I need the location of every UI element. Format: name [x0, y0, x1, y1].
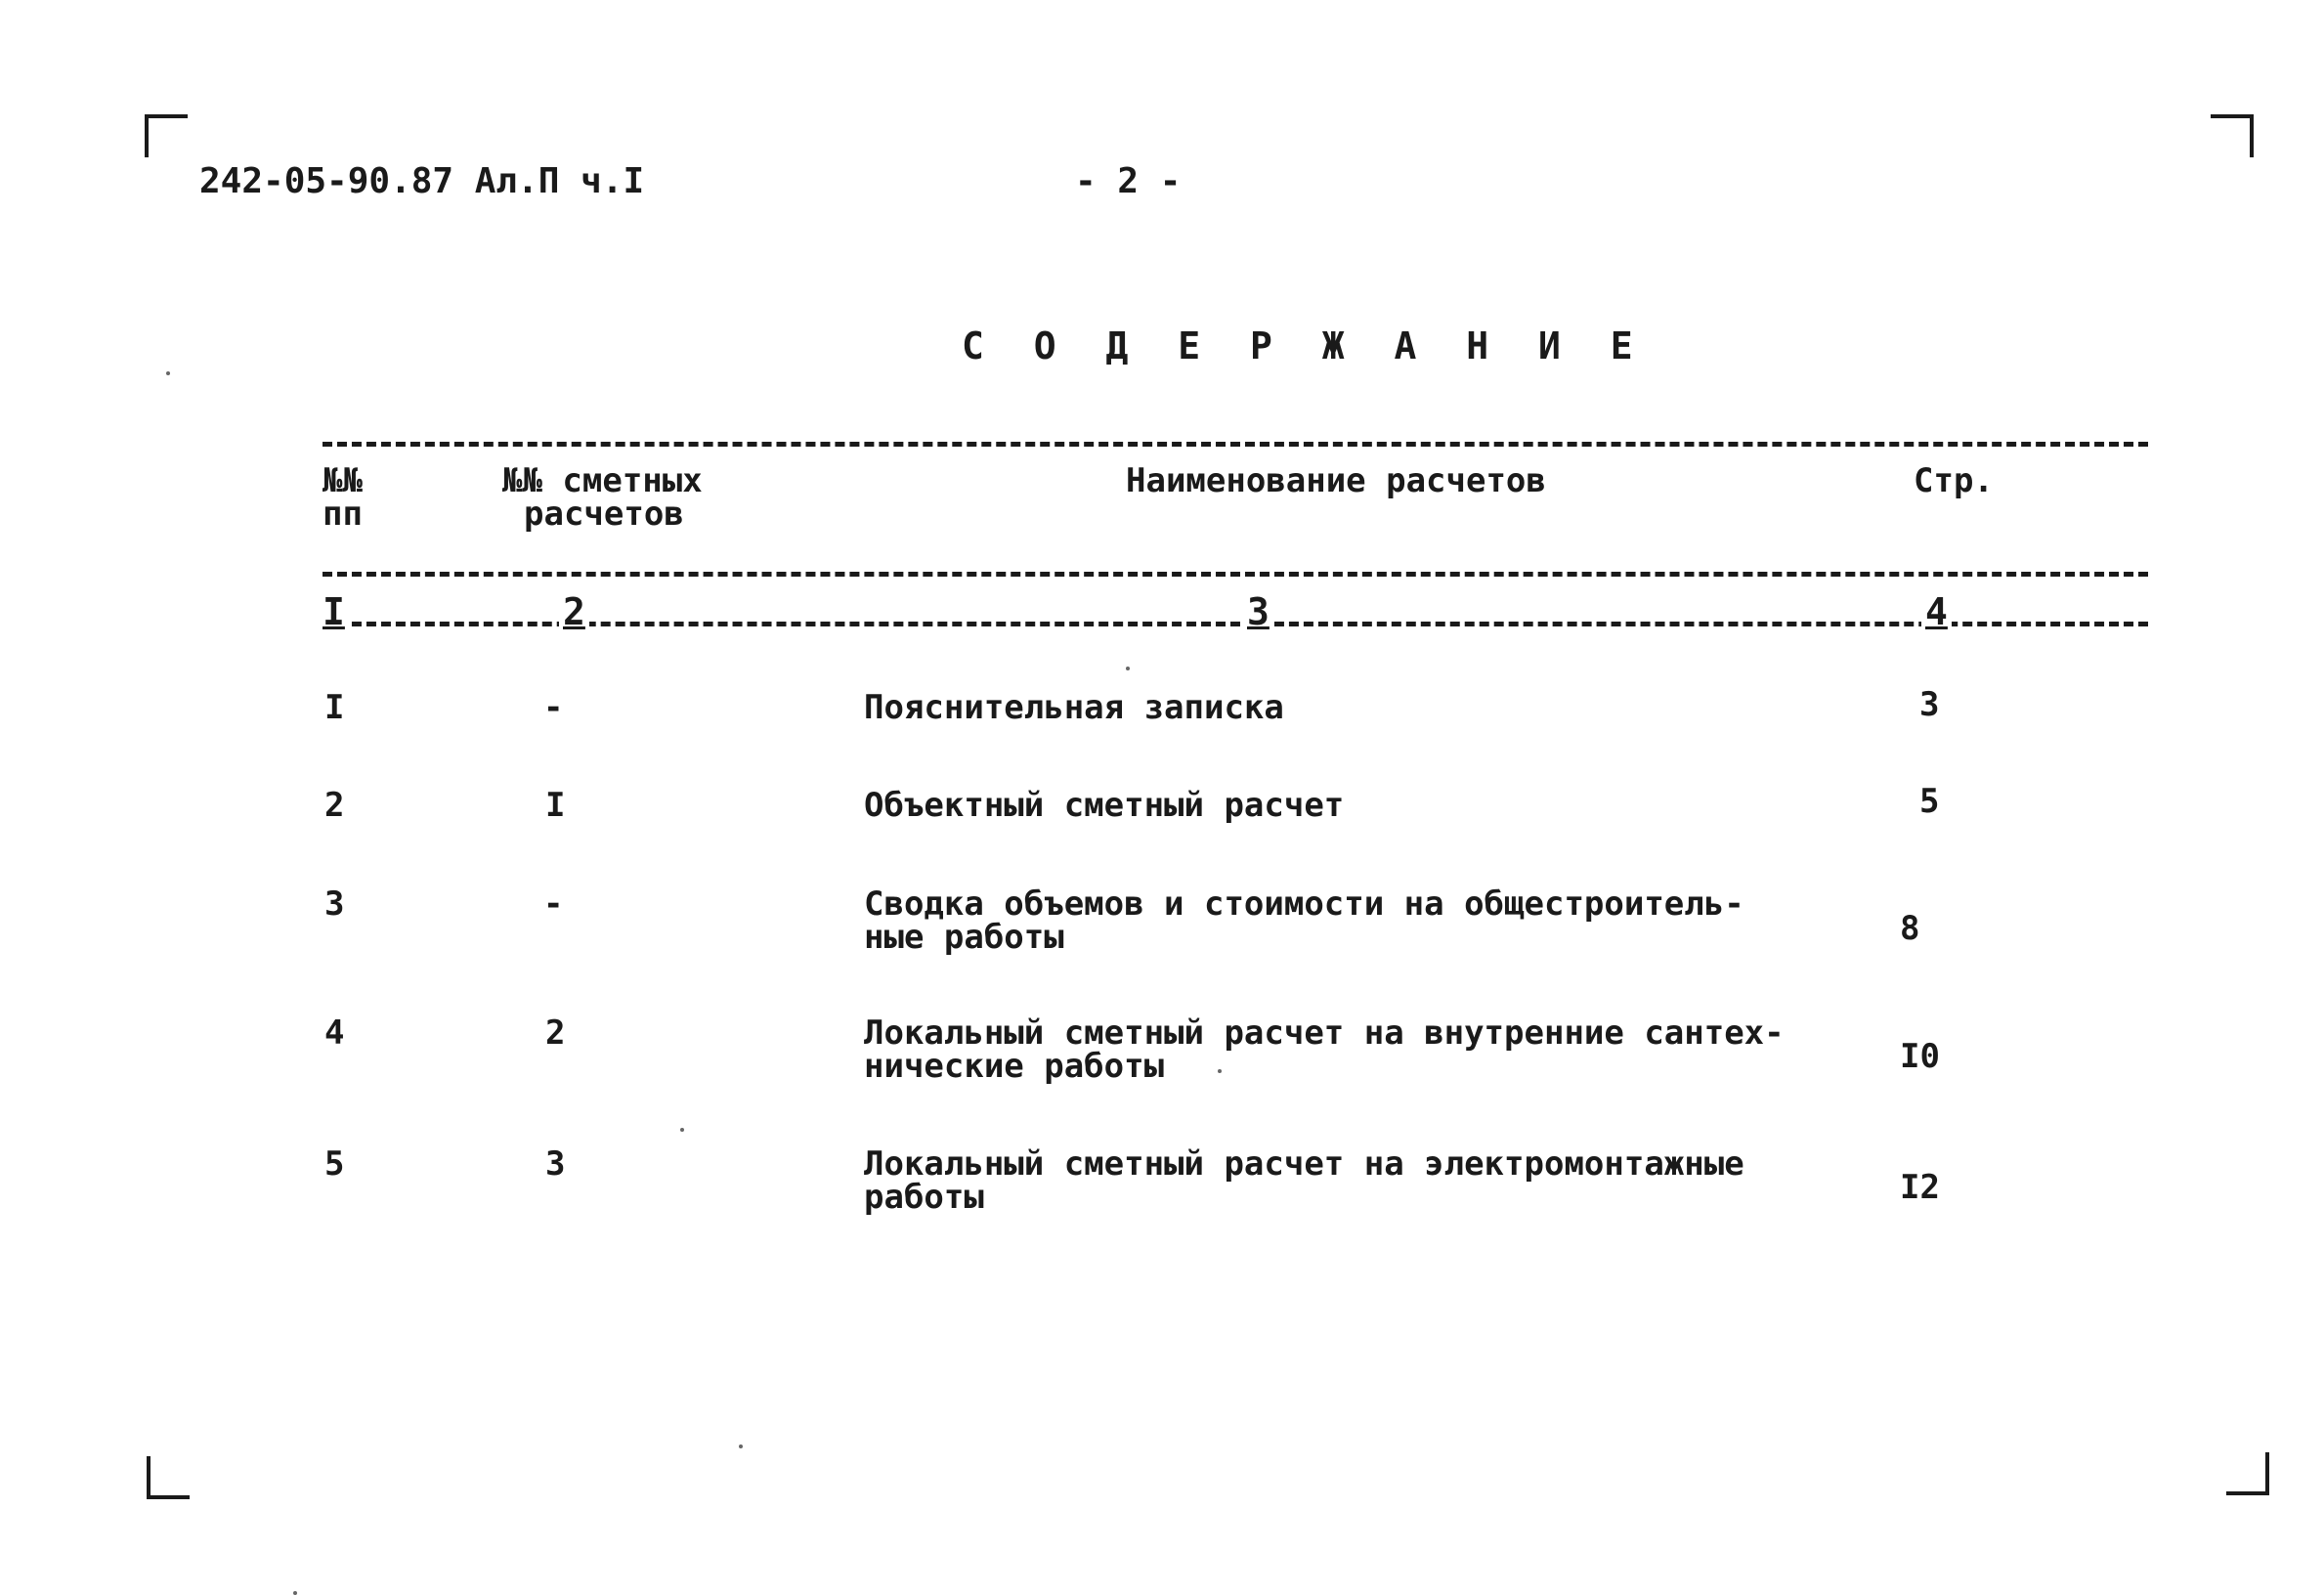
header-bottom-rule [323, 572, 2148, 577]
row-5-name-line1: Локальный сметный расчет на электромонтажные [864, 1144, 1744, 1184]
header-col-page: Стр. [1914, 461, 1994, 500]
scan-speck [293, 1591, 297, 1595]
row-3-estimate: - [543, 884, 564, 924]
row-4-page: I0 [1900, 1037, 1940, 1076]
row-4-name-line1: Локальный сметный расчет на внутренние сантех- [864, 1013, 1785, 1053]
scan-speck [166, 371, 170, 375]
row-5-estimate: 3 [545, 1144, 566, 1184]
scan-speck [680, 1128, 684, 1132]
row-1-name: Пояснительная записка [864, 688, 1284, 727]
row-1-estimate: - [543, 688, 564, 727]
page-number: - 2 - [1075, 161, 1182, 201]
row-1-page: 3 [1919, 685, 1940, 724]
row-2-page: 5 [1919, 782, 1940, 821]
page-title: С О Д Е Р Ж А Н И Е [962, 324, 1647, 367]
column-number-rule [323, 622, 2148, 626]
header-col-num-line2: пп [323, 495, 363, 534]
column-number-4: 4 [1921, 590, 1952, 633]
row-2-name: Объектный сметный расчет [864, 786, 1345, 825]
column-number-3: 3 [1243, 590, 1273, 633]
row-5-page: I2 [1900, 1168, 1940, 1207]
table-top-rule [323, 442, 2148, 447]
row-5-name-line2: работы [864, 1178, 984, 1217]
row-2-estimate: I [545, 786, 566, 825]
header-col-estimate-line1: №№ сметных [502, 461, 703, 500]
scan-speck [1126, 667, 1130, 670]
corner-mark-bottom-left [147, 1456, 190, 1499]
row-3-num: 3 [324, 884, 345, 924]
column-number-1: I [319, 590, 349, 633]
corner-mark-bottom-right [2226, 1452, 2269, 1495]
corner-mark-top-left [145, 114, 188, 157]
row-3-name-line1: Сводка объемов и стоимости на общестроитель- [864, 884, 1744, 924]
scan-speck [1218, 1069, 1222, 1073]
row-1-num: I [324, 688, 345, 727]
scan-speck [739, 1444, 743, 1448]
header-col-name: Наименование расчетов [1126, 461, 1546, 500]
column-number-2: 2 [559, 590, 589, 633]
header-col-num-line1: №№ [323, 461, 363, 500]
row-4-name-line2: нические работы [864, 1047, 1165, 1086]
row-5-num: 5 [324, 1144, 345, 1184]
document-code: 242-05-90.87 Ал.П ч.I [199, 161, 645, 201]
row-4-num: 4 [324, 1013, 345, 1053]
row-2-num: 2 [324, 786, 345, 825]
row-4-estimate: 2 [545, 1013, 566, 1053]
row-3-name-line2: ные работы [864, 918, 1064, 957]
corner-mark-top-right [2211, 114, 2254, 157]
row-3-page: 8 [1900, 909, 1920, 948]
header-col-estimate-line2: расчетов [524, 495, 684, 534]
